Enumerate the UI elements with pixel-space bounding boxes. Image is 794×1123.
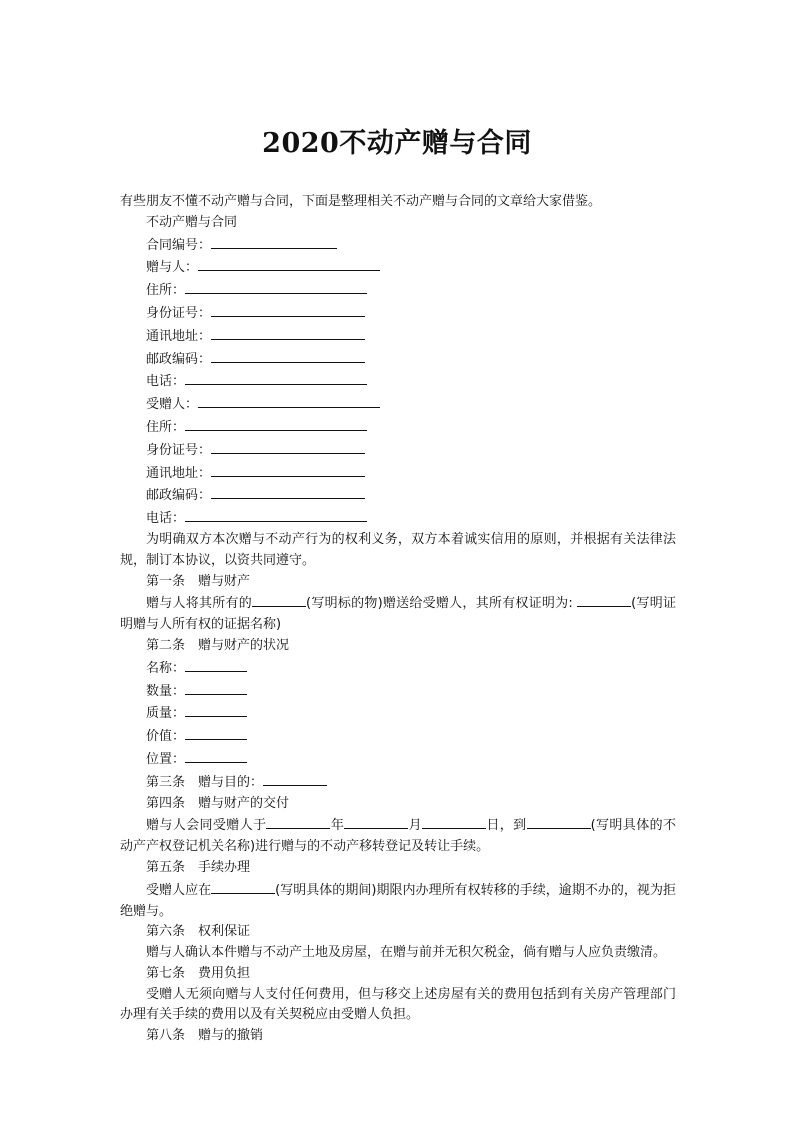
article-2-location-label: 位置： bbox=[146, 751, 186, 767]
article-2-name-label: 名称： bbox=[146, 660, 186, 676]
article-2-quantity-row bbox=[120, 680, 676, 703]
donor-id-label: 身份证号： bbox=[146, 305, 212, 321]
article-4-month: 月 bbox=[408, 818, 423, 834]
article-7-paragraph: 受赠人无须向赠与人支付任何费用，但与移交上述房屋有关的费用包括到有关房产管理部门办理有关手续的费用以及有关契税应由受赠人负担。 bbox=[120, 986, 676, 1023]
article-4-office-blank bbox=[527, 814, 591, 829]
article-1-text-b: (写明标的物)赠送给受赠人，其所有权证明为: bbox=[306, 596, 578, 612]
article-4-year-blank bbox=[266, 814, 330, 829]
article-2-location-blank bbox=[185, 748, 247, 763]
donee-blank bbox=[198, 393, 380, 408]
article-6-paragraph: 赠与人确认本件赠与不动产土地及房屋，在赠与前并无积欠税金，倘有赠与人应负责缴清。 bbox=[146, 945, 667, 961]
donee-address-label: 住所： bbox=[146, 419, 186, 435]
contract-heading: 不动产赠与合同 bbox=[146, 214, 238, 230]
donee-label: 受赠人： bbox=[146, 397, 199, 413]
donee-mail-blank bbox=[211, 462, 365, 477]
donor-phone-blank bbox=[185, 370, 367, 385]
article-3-row bbox=[120, 771, 676, 794]
article-5-paragraph bbox=[120, 879, 676, 923]
donor-blank bbox=[198, 256, 380, 271]
contract-number-row bbox=[120, 234, 676, 257]
donee-mail-label: 通讯地址： bbox=[146, 465, 212, 481]
article-5-text-a: 受赠人应在 bbox=[146, 882, 212, 898]
donee-mail-row bbox=[120, 462, 676, 485]
donee-id-blank bbox=[211, 439, 365, 454]
donor-address-label: 住所： bbox=[146, 283, 186, 299]
donor-address-row bbox=[120, 279, 676, 302]
article-3-heading: 第三条 赠与目的： bbox=[146, 774, 264, 790]
donor-mail-blank bbox=[211, 325, 365, 340]
donor-postal-row bbox=[120, 348, 676, 371]
article-4-paragraph bbox=[120, 814, 676, 858]
article-4-month-blank bbox=[344, 814, 408, 829]
article-6-heading: 第六条 权利保证 bbox=[146, 924, 251, 940]
document-body bbox=[120, 192, 676, 1047]
document-title: 2020不动产赠与合同 bbox=[262, 128, 532, 159]
donee-row bbox=[120, 393, 676, 416]
contract-number-blank bbox=[211, 234, 337, 249]
article-2-value-blank bbox=[185, 725, 247, 740]
donor-postal-label: 邮政编码： bbox=[146, 351, 212, 367]
article-1-text-c: (写明证明赠与人所有权的证据名称) bbox=[120, 596, 676, 633]
article-7-heading: 第七条 费用负担 bbox=[146, 965, 251, 981]
article-1-paragraph bbox=[120, 592, 676, 636]
donor-mail-row bbox=[120, 325, 676, 348]
article-2-heading: 第二条 赠与财产的状况 bbox=[146, 637, 290, 653]
article-2-quantity-label: 数量： bbox=[146, 683, 186, 699]
article-4-day: 日，到 bbox=[486, 818, 527, 834]
preamble-paragraph: 为明确双方本次赠与不动产行为的权利义务，双方本着诚实信用的原则，并根据有关法律法规，制订本协议，以资共同遵守。 bbox=[120, 531, 676, 568]
article-5-text-b: (写明具体的期间)期限内办理所有权转移的手续，逾期不办的，视为拒绝赠与。 bbox=[120, 882, 676, 919]
donee-address-blank bbox=[185, 416, 367, 431]
article-5-heading: 第五条 手续办理 bbox=[146, 859, 251, 875]
article-2-quality-label: 质量： bbox=[146, 706, 186, 722]
article-2-quality-blank bbox=[185, 702, 247, 717]
article-1-blank-a bbox=[252, 592, 306, 607]
donor-mail-label: 通讯地址： bbox=[146, 328, 212, 344]
donee-postal-blank bbox=[211, 484, 365, 499]
donee-phone-label: 电话： bbox=[146, 511, 186, 527]
article-2-value-label: 价值： bbox=[146, 729, 186, 745]
article-2-quantity-blank bbox=[185, 680, 247, 695]
donor-postal-blank bbox=[211, 348, 365, 363]
article-4-heading: 第四条 赠与财产的交付 bbox=[146, 795, 290, 811]
article-4-text-b: (写明具体的不动产产权登记机关名称)进行赠与的不动产移转登记及转让手续。 bbox=[120, 818, 676, 855]
donor-phone-row bbox=[120, 370, 676, 393]
donor-phone-label: 电话： bbox=[146, 374, 186, 390]
article-4-day-blank bbox=[422, 814, 486, 829]
article-2-name-blank bbox=[185, 657, 247, 672]
donor-address-blank bbox=[185, 279, 367, 294]
donee-postal-row bbox=[120, 484, 676, 507]
article-1-text-a: 赠与人将其所有的 bbox=[146, 596, 253, 612]
contract-number-label: 合同编号： bbox=[146, 237, 212, 253]
article-3-blank bbox=[263, 771, 327, 786]
article-4-text-a: 赠与人会同受赠人于 bbox=[146, 818, 267, 834]
donor-id-blank bbox=[211, 302, 365, 317]
donor-row bbox=[120, 256, 676, 279]
article-1-blank-b bbox=[577, 592, 631, 607]
article-5-blank bbox=[211, 879, 275, 894]
article-1-heading: 第一条 赠与财产 bbox=[146, 573, 251, 589]
article-8-heading: 第八条 赠与的撤销 bbox=[146, 1028, 264, 1044]
article-2-location-row bbox=[120, 748, 676, 771]
donee-id-row bbox=[120, 439, 676, 462]
donee-id-label: 身份证号： bbox=[146, 442, 212, 458]
article-2-value-row bbox=[120, 725, 676, 748]
donee-phone-blank bbox=[185, 507, 367, 522]
intro-text: 有些朋友不懂不动产赠与合同，下面是整理相关不动产赠与合同的文章给大家借鉴。 bbox=[120, 194, 602, 209]
donee-phone-row bbox=[120, 507, 676, 530]
donor-label: 赠与人： bbox=[146, 260, 199, 276]
donee-address-row bbox=[120, 416, 676, 439]
donee-postal-label: 邮政编码： bbox=[146, 488, 212, 504]
article-4-year: 年 bbox=[330, 818, 345, 834]
donor-id-row bbox=[120, 302, 676, 325]
article-2-quality-row bbox=[120, 702, 676, 725]
article-2-name-row bbox=[120, 657, 676, 680]
